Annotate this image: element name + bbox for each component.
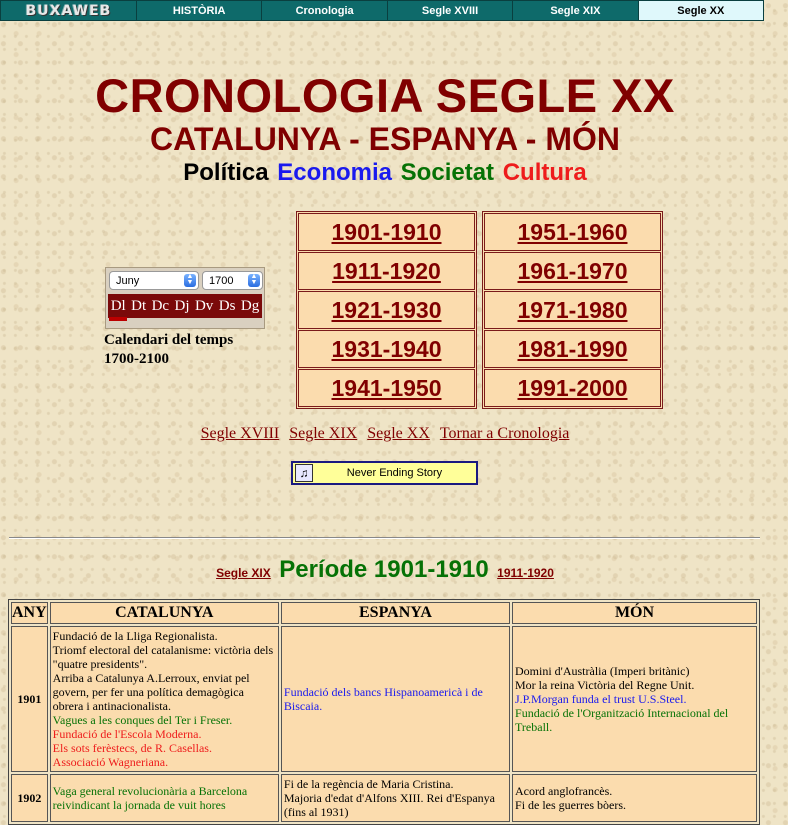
theme-economia: Economia (277, 159, 392, 186)
year-cell: 1901 (11, 626, 48, 772)
next-period-link[interactable]: 1911-1920 (497, 566, 554, 580)
catalunya-cell (50, 774, 279, 822)
theme-legend (0, 159, 770, 187)
espanya-cell (281, 626, 510, 772)
event-text: Acord anglofrancès. (515, 784, 613, 798)
table-header-row (11, 602, 757, 624)
decade-link[interactable]: 1921-1930 (298, 291, 475, 329)
chronology-table (8, 599, 760, 825)
link-segle-xx[interactable]: Segle XX (367, 425, 430, 442)
theme-cultura: Cultura (502, 159, 587, 186)
decade-list-right (482, 211, 663, 409)
event-text: Majoria d'edat d'Alfons XIII. Rei d'Espanya (fins al 1931) (283, 791, 495, 819)
prev-period-link[interactable]: Segle XIX (216, 566, 271, 580)
event-text: Els sots ferèstecs, de R. Casellas. (52, 741, 212, 755)
table-row (11, 774, 757, 822)
tab-historia[interactable]: HISTÒRIA (137, 1, 262, 20)
event-text: Vaga general revolucionària a Barcelona reivindicant la jornada de vuit hores (52, 784, 248, 812)
year-cell: 1902 (11, 774, 48, 822)
year-select-value: 1700 (209, 275, 234, 287)
weekday-label: Ds (218, 297, 236, 314)
column-header-espanya: ESPANYA (281, 602, 510, 624)
event-text: Arriba a Catalunya A.Lerroux, enviat pel govern, per fer una política demagògica obrera i antinacionalista. (52, 671, 250, 713)
column-header-catalunya: CATALUNYA (50, 602, 279, 624)
chevron-updown-icon: ▲ ▼ (248, 274, 260, 287)
page-subtitle: CATALUNYA - ESPANYA - MÓN (150, 121, 620, 157)
decade-link[interactable]: 1941-1950 (298, 369, 475, 407)
divider (9, 537, 760, 539)
column-header-any: ANY (11, 602, 48, 624)
weekday-label: Dl (110, 297, 126, 314)
catalunya-cell (50, 626, 279, 772)
event-text: Fundació de l'Organització Internacional del Treball. (515, 706, 729, 734)
page-title: CRONOLOGIA SEGLE XX (95, 69, 675, 122)
calendar-widget (105, 267, 265, 329)
mon-cell (512, 774, 757, 822)
event-text: Mor la reina Victòria del Regne Unit. (515, 678, 695, 692)
weekday-label: Dt (131, 297, 147, 314)
logo-text: BUXAWEB (25, 2, 112, 19)
decade-link[interactable]: 1951-1960 (484, 213, 661, 251)
month-select-value: Juny (116, 275, 140, 287)
event-text: J.P.Morgan funda el trust U.S.Steel. (515, 692, 687, 706)
weekday-label: Dc (151, 297, 170, 314)
column-header-mon: MÓN (512, 602, 757, 624)
calendar-caption (104, 331, 233, 369)
music-note-icon[interactable]: ♫ (295, 464, 313, 482)
month-select[interactable] (109, 271, 199, 290)
tab-segle-xviii[interactable]: Segle XVIII (388, 1, 513, 20)
chevron-updown-icon: ▲ ▼ (184, 274, 196, 287)
link-tornar-cronologia[interactable]: Tornar a Cronologia (439, 425, 570, 442)
tab-cronologia[interactable]: Cronologia (262, 1, 387, 20)
event-text: Triomf electoral del catalanisme: victòria dels "quatre presidents". (52, 643, 274, 671)
decade-link[interactable]: 1961-1970 (484, 252, 661, 290)
music-player[interactable] (291, 461, 478, 485)
year-select[interactable] (202, 271, 263, 290)
event-text: Domini d'Austràlia (Imperi britànic) (515, 664, 690, 678)
event-text: Fi de les guerres bòers. (515, 798, 626, 812)
decade-list-left (296, 211, 477, 409)
calendar-caption-title: Calendari del temps (104, 332, 234, 348)
tab-segle-xx[interactable]: Segle XX (639, 1, 763, 20)
link-segle-xix[interactable]: Segle XIX (289, 425, 358, 442)
calendar-caption-range: 1700-2100 (104, 351, 169, 367)
music-player-title: Never Ending Story (346, 467, 443, 479)
link-segle-xviii[interactable]: Segle XVIII (200, 425, 280, 442)
event-text: Fundació de l'Escola Moderna. (52, 727, 202, 741)
weekday-header (108, 294, 262, 318)
decade-link[interactable]: 1911-1920 (298, 252, 475, 290)
event-text: Fi de la regència de Maria Cristina. (283, 777, 454, 791)
weekday-label: Dg (240, 297, 260, 314)
decade-link[interactable]: 1901-1910 (298, 213, 475, 251)
event-text: Associació Wagneriana. (52, 755, 169, 769)
weekday-label: Dv (194, 297, 214, 314)
decade-link[interactable]: 1931-1940 (298, 330, 475, 368)
event-text: Fundació de la Lliga Regionalista. (52, 629, 218, 643)
decade-link[interactable]: 1981-1990 (484, 330, 661, 368)
event-text: Fundació dels bancs Hispanoamericà i de Biscaia. (283, 685, 483, 713)
period-header (0, 556, 770, 584)
theme-politica: Política (183, 159, 269, 186)
period-title: Període 1901-1910 (279, 556, 489, 583)
buxaweb-logo[interactable] (1, 1, 137, 20)
table-row (11, 626, 757, 772)
decade-link[interactable]: 1991-2000 (484, 369, 661, 407)
calendar-marker (109, 317, 127, 321)
top-nav (0, 0, 764, 21)
theme-societat: Societat (400, 159, 495, 186)
weekday-label: Dj (174, 297, 190, 314)
mon-cell (512, 626, 757, 772)
decade-link[interactable]: 1971-1980 (484, 291, 661, 329)
event-text: Vagues a les conques del Ter i Freser. (52, 713, 233, 727)
century-links (0, 425, 770, 443)
tab-segle-xix[interactable]: Segle XIX (513, 1, 638, 20)
espanya-cell (281, 774, 510, 822)
